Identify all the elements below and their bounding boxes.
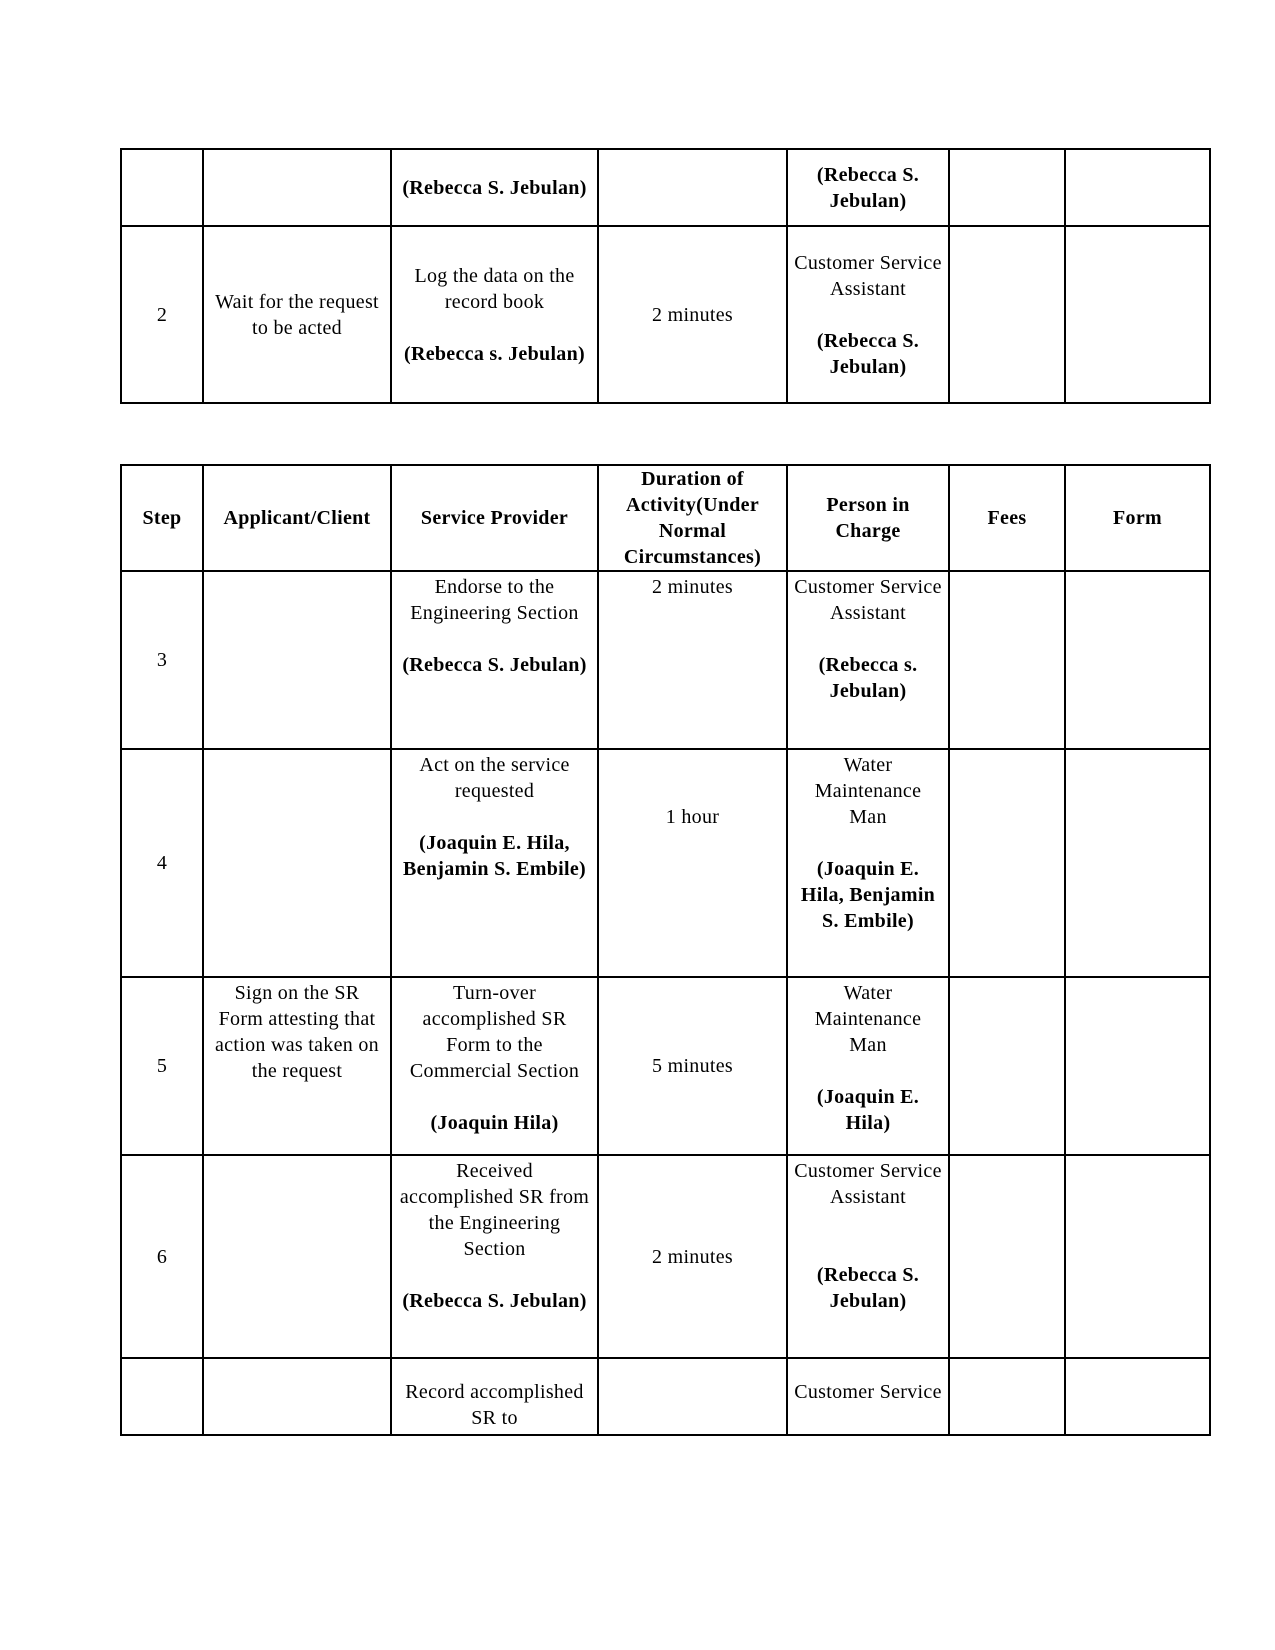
step-cell: 6 bbox=[121, 1155, 203, 1358]
provider-activity: Received accomplished SR from the Engineering Section bbox=[399, 1160, 590, 1260]
person-cell bbox=[787, 226, 949, 403]
provider-name: (Joaquin Hila) bbox=[430, 1112, 559, 1134]
person-role: Water Maintenance Man bbox=[814, 754, 922, 828]
table-row bbox=[121, 571, 1210, 749]
provider-cell bbox=[391, 149, 598, 226]
person-cell bbox=[787, 749, 949, 977]
person-cell bbox=[787, 571, 949, 749]
person-role: Customer Service Assistant bbox=[794, 251, 942, 300]
provider-name: (Joaquin E. Hila, Benjamin S. Embile) bbox=[403, 832, 586, 880]
provider-name: (Rebecca S. Jebulan) bbox=[402, 176, 587, 199]
step-cell bbox=[121, 1358, 203, 1435]
provider-cell bbox=[391, 1155, 598, 1358]
applicant-cell bbox=[203, 571, 391, 749]
provider-cell bbox=[391, 571, 598, 749]
procedure-table bbox=[120, 464, 1211, 1436]
header-provider: Service Provider bbox=[391, 465, 598, 571]
provider-cell bbox=[391, 977, 598, 1155]
person-name: (Rebecca s. Jebulan) bbox=[818, 654, 918, 702]
table-row bbox=[121, 1155, 1210, 1358]
person-name: (Rebecca S. Jebulan) bbox=[816, 163, 920, 212]
person-cell bbox=[787, 1358, 949, 1435]
duration-cell bbox=[598, 149, 787, 226]
form-cell bbox=[1065, 977, 1210, 1155]
fees-cell bbox=[949, 1155, 1065, 1358]
provider-activity: Turn-over accomplished SR Form to the Commercial Section bbox=[409, 982, 580, 1082]
person-name: (Joaquin E. Hila, Benjamin S. Embile) bbox=[800, 858, 936, 932]
person-role: Customer Service bbox=[794, 1381, 942, 1403]
duration-cell: 5 minutes bbox=[598, 977, 787, 1155]
applicant-cell bbox=[203, 149, 391, 226]
form-cell bbox=[1065, 571, 1210, 749]
header-step: Step bbox=[121, 465, 203, 571]
continued-table bbox=[120, 148, 1211, 404]
fees-cell bbox=[949, 1358, 1065, 1435]
duration-cell: 1 hour bbox=[598, 749, 787, 977]
provider-activity: Log the data on the record book bbox=[414, 264, 575, 313]
person-name: (Rebecca S. Jebulan) bbox=[816, 1264, 920, 1312]
header-person: Person in Charge bbox=[787, 465, 949, 571]
form-cell bbox=[1065, 226, 1210, 403]
form-cell bbox=[1065, 1155, 1210, 1358]
provider-name: (Rebecca S. Jebulan) bbox=[402, 654, 587, 676]
duration-cell bbox=[598, 1358, 787, 1435]
person-cell bbox=[787, 149, 949, 226]
form-cell bbox=[1065, 149, 1210, 226]
fees-cell bbox=[949, 571, 1065, 749]
applicant-cell: Sign on the SR Form attesting that action was taken on the request bbox=[203, 977, 391, 1155]
provider-activity: Act on the service requested bbox=[419, 754, 570, 802]
step-cell: 3 bbox=[121, 571, 203, 749]
header-row bbox=[121, 465, 1210, 571]
person-cell bbox=[787, 1155, 949, 1358]
form-cell bbox=[1065, 749, 1210, 977]
header-fees: Fees bbox=[949, 465, 1065, 571]
provider-name: (Rebecca s. Jebulan) bbox=[404, 342, 585, 365]
table-row bbox=[121, 1358, 1210, 1435]
duration-cell: 2 minutes bbox=[598, 571, 787, 749]
applicant-cell bbox=[203, 749, 391, 977]
provider-name: (Rebecca S. Jebulan) bbox=[402, 1290, 587, 1312]
table-row bbox=[121, 226, 1210, 403]
table-row bbox=[121, 749, 1210, 977]
table-row bbox=[121, 977, 1210, 1155]
applicant-cell bbox=[203, 1358, 391, 1435]
person-cell bbox=[787, 977, 949, 1155]
person-name: (Rebecca S. Jebulan) bbox=[816, 329, 920, 378]
fees-cell bbox=[949, 977, 1065, 1155]
step-cell: 2 bbox=[121, 226, 203, 403]
form-cell bbox=[1065, 1358, 1210, 1435]
provider-cell bbox=[391, 1358, 598, 1435]
table-row bbox=[121, 149, 1210, 226]
person-name: (Joaquin E. Hila) bbox=[816, 1086, 920, 1134]
duration-cell: 2 minutes bbox=[598, 226, 787, 403]
header-applicant: Applicant/Client bbox=[203, 465, 391, 571]
fees-cell bbox=[949, 226, 1065, 403]
step-cell bbox=[121, 149, 203, 226]
duration-cell: 2 minutes bbox=[598, 1155, 787, 1358]
step-cell: 4 bbox=[121, 749, 203, 977]
provider-activity: Endorse to the Engineering Section bbox=[410, 576, 579, 624]
provider-cell bbox=[391, 226, 598, 403]
fees-cell bbox=[949, 149, 1065, 226]
header-duration: Duration of Activity(Under Normal Circumstances) bbox=[598, 465, 787, 571]
fees-cell bbox=[949, 749, 1065, 977]
applicant-cell bbox=[203, 1155, 391, 1358]
applicant-cell: Wait for the request to be acted bbox=[203, 226, 391, 403]
person-role: Customer Service Assistant bbox=[794, 576, 942, 624]
provider-activity: Record accomplished SR to bbox=[405, 1381, 584, 1429]
provider-cell bbox=[391, 749, 598, 977]
person-role: Water Maintenance Man bbox=[814, 982, 922, 1056]
person-role: Customer Service Assistant bbox=[794, 1160, 942, 1208]
step-cell: 5 bbox=[121, 977, 203, 1155]
header-form: Form bbox=[1065, 465, 1210, 571]
